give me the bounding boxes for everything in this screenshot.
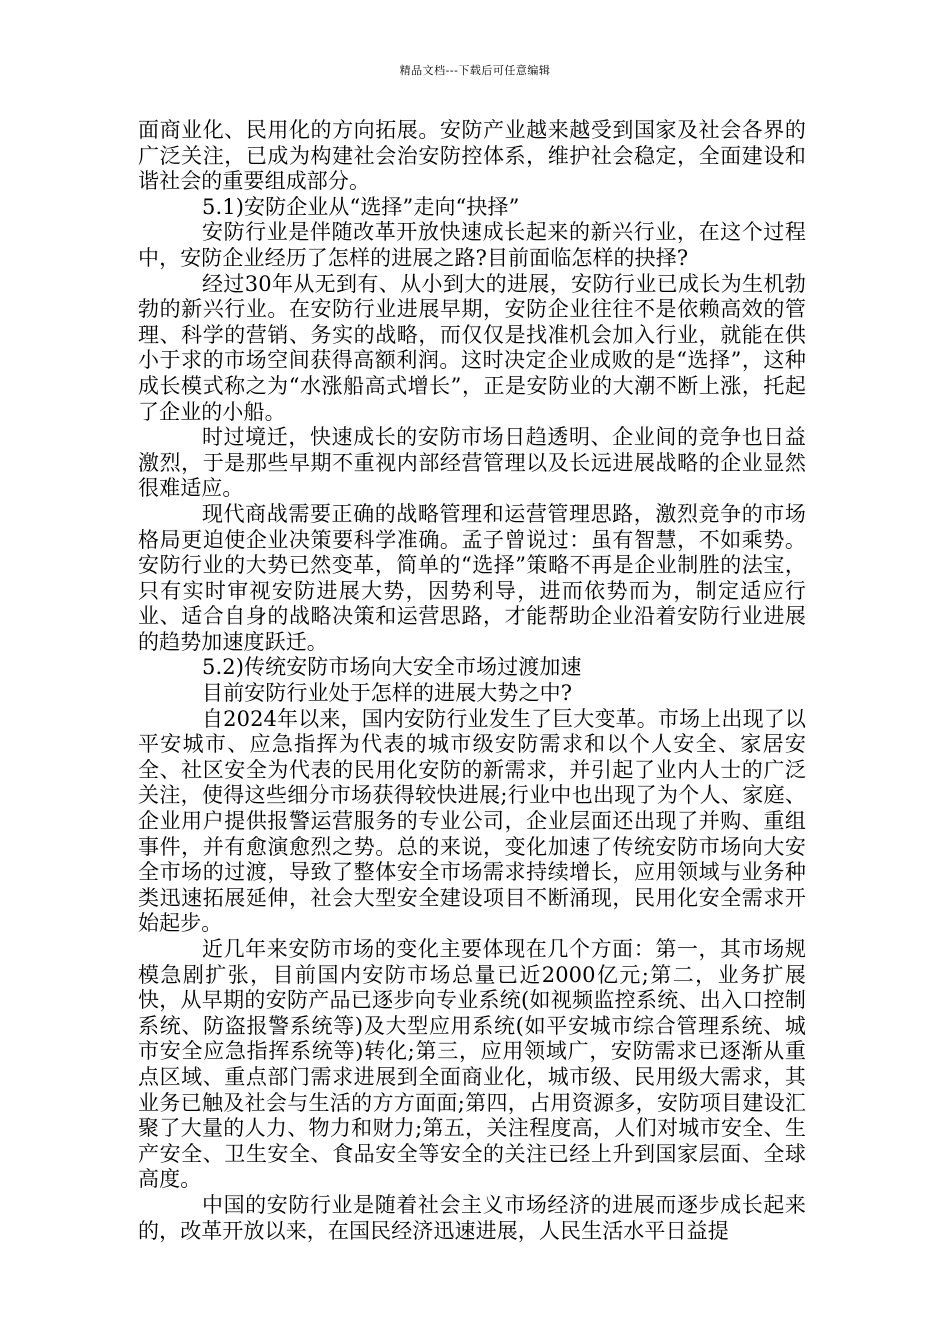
paragraph: 近几年来安防市场的变化主要体现在几个方面：第一，其市场规模急剧扩张，目前国内安防市场总量已近2000亿元;第二，业务扩展快，从早期的安防产品已逐步向专业系统(如视频监控系统、出入口控制系统、防盗报警系统等)及大型应用系统(如平安城市综合管理系统、城市安全应急指挥系统等)转化;第三，应用领域广，安防需求已逐渐从重点区域、重点部门需求进展到全面商业化，城市级、民用级大需求，其业务已触及社会与生活的方方面面;第四，占用资源多，安防项目建设汇聚了大量的人力、物力和财力;第五，关注程度高，人们对城市安全、生产安全、卫生安全、食品安全等安全的关注已经上升到国家层面、全球高度。 <box>138 937 806 1192</box>
paragraph: 时过境迁，快速成长的安防市场日趋透明、企业间的竞争也日益激烈，于是那些早期不重视内部经营管理以及长远进展战略的企业显然很难适应。 <box>138 425 806 501</box>
section-heading: 5.1)安防企业从“选择”走向“抉择” <box>202 194 520 219</box>
section-heading: 5.2)传统安防市场向大安全市场过渡加速 <box>202 655 582 680</box>
paragraph: 经过30年从无到有、从小到大的进展，安防行业已成长为生机勃勃的新兴行业。在安防行业进展早期，安防企业往往不是依赖高效的管理、科学的营销、务实的战略，而仅仅是找准机会加入行业，就能在供小于求的市场空间获得高额利润。这时决定企业成败的是“选择”，这种成长模式称之为“水涨船高式增长”，正是安防业的大潮不断上涨，托起了企业的小船。 <box>138 271 806 424</box>
document-body <box>138 118 806 1244</box>
page-header: 精品文档---下载后可任意编辑 <box>399 64 551 77</box>
paragraph: 安防行业是伴随改革开放快速成长起来的新兴行业，在这个过程中，安防企业经历了怎样的进展之路?目前面临怎样的抉择? <box>138 220 806 270</box>
paragraph: 现代商战需要正确的战略管理和运营管理思路，激烈竞争的市场格局更迫使企业决策要科学准确。孟子曾说过：虽有智慧，不如乘势。安防行业的大势已然变革，简单的“选择”策略不再是企业制胜的法宝，只有实时审视安防进展大势，因势利导，进而依势而为，制定适应行业、适合自身的战略决策和运营思路，才能帮助企业沿着安防行业进展的趋势加速度跃迁。 <box>138 501 806 654</box>
paragraph: 中国的安防行业是随着社会主义市场经济的进展而逐步成长起来的，改革开放以来，在国民经济迅速进展，人民生活水平日益提 <box>138 1192 806 1243</box>
paragraph: 自2024年以来，国内安防行业发生了巨大变革。市场上出现了以平安城市、应急指挥为代表的城市级安防需求和以个人安全、家居安全、社区安全为代表的民用化安防的新需求，并引起了业内人士的广泛关注，使得这些细分市场获得较快进展;行业中也出现了为个人、家庭、企业用户提供报警运营服务的专业公司，企业层面还出现了并购、重组事件，并有愈演愈烈之势。总的来说，变化加速了传统安防市场向大安全市场的过渡，导致了整体安全市场需求持续增长，应用领域与业务种类迅速拓展延伸，社会大型安全建设项目不断涌现，民用化安全需求开始起步。 <box>138 706 806 936</box>
paragraph: 目前安防行业处于怎样的进展大势之中? <box>202 681 573 706</box>
paragraph: 面商业化、民用化的方向拓展。安防产业越来越受到国家及社会各界的广泛关注，已成为构建社会治安防控体系，维护社会稳定，全面建设和谐社会的重要组成部分。 <box>138 118 806 194</box>
